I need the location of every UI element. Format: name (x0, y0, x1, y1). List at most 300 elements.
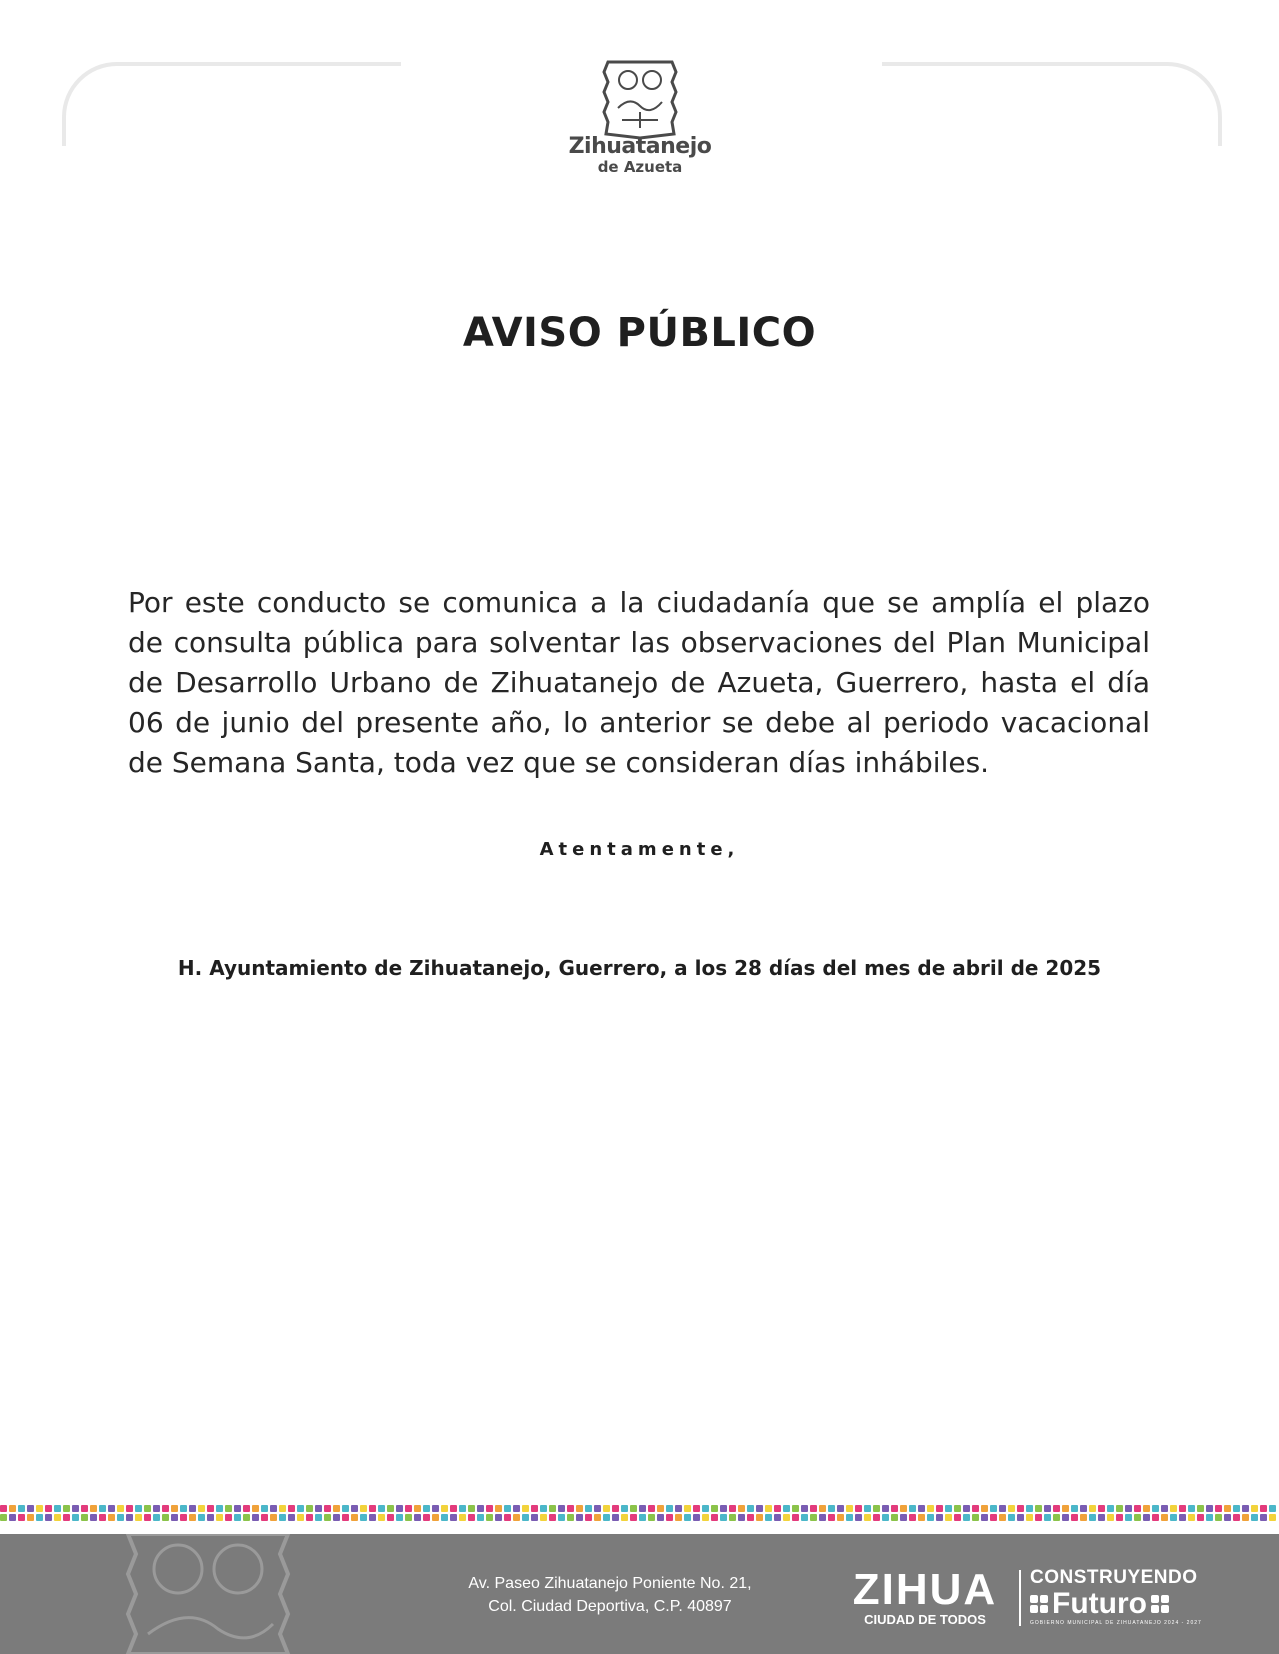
address-line-2: Col. Ciudad Deportiva, C.P. 40897 (488, 1598, 732, 1615)
notice-closing: Atentamente, (539, 839, 740, 860)
stripe-square (1116, 1514, 1123, 1521)
stripe-square (585, 1514, 592, 1521)
footer-address (400, 1572, 820, 1618)
stripe-square (9, 1514, 16, 1521)
stripe-square (1251, 1514, 1258, 1521)
stripe-square (1188, 1505, 1195, 1512)
stripe-square (234, 1505, 241, 1512)
stripe-square (1197, 1505, 1204, 1512)
stripe-square (234, 1514, 241, 1521)
zihua-brand-name: ZIHUA (852, 1565, 998, 1614)
stripe-square (900, 1514, 907, 1521)
stripe-square (990, 1514, 997, 1521)
stripe-square (54, 1514, 61, 1521)
stripe-square (990, 1505, 997, 1512)
logo-subtitle: de Azueta (597, 158, 683, 176)
stripe-square (558, 1514, 565, 1521)
stripe-square (477, 1505, 484, 1512)
stripe-square (702, 1514, 709, 1521)
construyendo-brand (1030, 1568, 1230, 1627)
stripe-square (54, 1505, 61, 1512)
stripe-square (711, 1514, 718, 1521)
stripe-square (873, 1514, 880, 1521)
stripe-square (549, 1505, 556, 1512)
stripe-square (459, 1514, 466, 1521)
stripe-square (666, 1514, 673, 1521)
stripe-square (270, 1514, 277, 1521)
stripe-square (747, 1514, 754, 1521)
stripe-square (1053, 1514, 1060, 1521)
stripe-square (180, 1505, 187, 1512)
stripe-square (657, 1514, 664, 1521)
construyendo-title: CONSTRUYENDO (1030, 1567, 1198, 1588)
footer-divider (1019, 1570, 1021, 1626)
stripe-square (315, 1505, 322, 1512)
stripe-square (216, 1514, 223, 1521)
stripe-square (396, 1505, 403, 1512)
stripe-square (225, 1514, 232, 1521)
stripe-square (792, 1514, 799, 1521)
stripe-square (936, 1505, 943, 1512)
stripe-square (477, 1514, 484, 1521)
stripe-square (225, 1505, 232, 1512)
stripe-square (351, 1505, 358, 1512)
stripe-square (1044, 1514, 1051, 1521)
stripe-square (954, 1505, 961, 1512)
stripe-square (648, 1514, 655, 1521)
stripe-square (954, 1514, 961, 1521)
logo-name: Zihuatanejo (568, 134, 712, 159)
stripe-square (99, 1514, 106, 1521)
stripe-square (153, 1514, 160, 1521)
stripe-square (360, 1505, 367, 1512)
stripe-square (756, 1514, 763, 1521)
stripe-square (774, 1514, 781, 1521)
stripe-square (36, 1514, 43, 1521)
stripe-square (279, 1514, 286, 1521)
notice-signature: H. Ayuntamiento de Zihuatanejo, Guerrero, a los 28 días del mes de abril de 2025 (177, 956, 1102, 980)
stripe-square (1188, 1514, 1195, 1521)
stripe-square (342, 1505, 349, 1512)
stripe-square (27, 1505, 34, 1512)
stripe-square (1080, 1514, 1087, 1521)
stripe-square (189, 1505, 196, 1512)
stripe-square (864, 1514, 871, 1521)
stripe-square (126, 1514, 133, 1521)
stripe-square (1089, 1514, 1096, 1521)
stripe-square (324, 1505, 331, 1512)
stripe-square (846, 1514, 853, 1521)
stripe-square (486, 1514, 493, 1521)
stripe-square (864, 1505, 871, 1512)
stripe-square (846, 1505, 853, 1512)
stripe-square (855, 1505, 862, 1512)
stripe-square (666, 1505, 673, 1512)
stripe-square (747, 1505, 754, 1512)
stripe-square (999, 1505, 1006, 1512)
stripe-square (315, 1514, 322, 1521)
stripe-square (558, 1505, 565, 1512)
stripe-square (414, 1505, 421, 1512)
stripe-square (1170, 1514, 1177, 1521)
stripe-square (522, 1505, 529, 1512)
stripe-square (1152, 1514, 1159, 1521)
stripe-square (810, 1514, 817, 1521)
stripe-square (567, 1514, 574, 1521)
stripe-square (576, 1505, 583, 1512)
stripe-square (1152, 1505, 1159, 1512)
stripe-square (63, 1505, 70, 1512)
stripe-square (837, 1514, 844, 1521)
stripe-square (1071, 1505, 1078, 1512)
stripe-square (504, 1514, 511, 1521)
stripe-square (342, 1514, 349, 1521)
stripe-square (1215, 1505, 1222, 1512)
stripe-square (621, 1505, 628, 1512)
stripe-square (369, 1505, 376, 1512)
stripe-square (1035, 1505, 1042, 1512)
stripe-square (72, 1514, 79, 1521)
stripe-square (135, 1505, 142, 1512)
stripe-square (1233, 1505, 1240, 1512)
stripe-square (702, 1505, 709, 1512)
stripe-square (207, 1505, 214, 1512)
stripe-square (783, 1514, 790, 1521)
stripe-square (441, 1505, 448, 1512)
stripe-square (765, 1505, 772, 1512)
stripe-square (522, 1514, 529, 1521)
stripe-square (675, 1514, 682, 1521)
stripe-square (819, 1505, 826, 1512)
stripe-square (288, 1514, 295, 1521)
stripe-square (1269, 1505, 1276, 1512)
stripe-square (288, 1505, 295, 1512)
stripe-square (189, 1514, 196, 1521)
stripe-square (18, 1505, 25, 1512)
stripe-square (648, 1505, 655, 1512)
decorative-stripe (0, 1505, 1279, 1523)
stripe-square (900, 1505, 907, 1512)
stripe-square (1143, 1514, 1150, 1521)
stripe-square (918, 1514, 925, 1521)
stripe-square (873, 1505, 880, 1512)
stripe-square (1179, 1514, 1186, 1521)
stripe-square (1161, 1514, 1168, 1521)
stripe-square (603, 1505, 610, 1512)
stripe-square (243, 1505, 250, 1512)
stripe-square (252, 1514, 259, 1521)
stripe-square (504, 1505, 511, 1512)
stripe-square (981, 1505, 988, 1512)
stripe-square (1017, 1505, 1024, 1512)
stripe-square (684, 1514, 691, 1521)
stripe-square (459, 1505, 466, 1512)
stripe-square (1233, 1514, 1240, 1521)
stripe-square (621, 1514, 628, 1521)
stripe-square (1089, 1505, 1096, 1512)
stripe-square (612, 1505, 619, 1512)
stripe-square (981, 1514, 988, 1521)
stripe-square (783, 1505, 790, 1512)
stripe-square (1197, 1514, 1204, 1521)
stripe-square (306, 1505, 313, 1512)
stripe-square (774, 1505, 781, 1512)
stripe-square (207, 1514, 214, 1521)
stripe-square (963, 1505, 970, 1512)
stripe-square (765, 1514, 772, 1521)
stripe-square (999, 1514, 1006, 1521)
stripe-square (549, 1514, 556, 1521)
stripe-square (144, 1514, 151, 1521)
stripe-square (1080, 1505, 1087, 1512)
stripe-square (135, 1514, 142, 1521)
stripe-square (1098, 1505, 1105, 1512)
stripe-square (1107, 1514, 1114, 1521)
stripe-square (531, 1514, 538, 1521)
stripe-square (387, 1514, 394, 1521)
stripe-square (1044, 1505, 1051, 1512)
stripe-square (261, 1505, 268, 1512)
blocks-icon (1030, 1595, 1048, 1613)
stripe-square (675, 1505, 682, 1512)
stripe-square (513, 1514, 520, 1521)
stripe-square (1143, 1505, 1150, 1512)
stripe-square (297, 1514, 304, 1521)
stripe-square (918, 1505, 925, 1512)
stripe-square (1026, 1514, 1033, 1521)
stripe-square (27, 1514, 34, 1521)
stripe-square (495, 1514, 502, 1521)
stripe-square (1062, 1514, 1069, 1521)
stripe-square (360, 1514, 367, 1521)
stripe-square (414, 1514, 421, 1521)
stripe-square (1179, 1505, 1186, 1512)
stripe-square (738, 1505, 745, 1512)
stripe-square (603, 1514, 610, 1521)
stripe-square (1008, 1514, 1015, 1521)
stripe-square (585, 1505, 592, 1512)
stripe-square (171, 1514, 178, 1521)
stripe-square (450, 1514, 457, 1521)
stripe-square (432, 1505, 439, 1512)
header-frame-left (62, 62, 401, 146)
zihua-brand (840, 1565, 1010, 1627)
stripe-square (81, 1514, 88, 1521)
stripe-square (972, 1505, 979, 1512)
stripe-square (1224, 1505, 1231, 1512)
stripe-square (153, 1505, 160, 1512)
stripe-square (1215, 1514, 1222, 1521)
stripe-square (162, 1514, 169, 1521)
stripe-square (18, 1514, 25, 1521)
stripe-square (45, 1505, 52, 1512)
stripe-square (270, 1505, 277, 1512)
stripe-square (126, 1505, 133, 1512)
stripe-square (36, 1505, 43, 1512)
stripe-square (1017, 1514, 1024, 1521)
stripe-square (306, 1514, 313, 1521)
stripe-square (279, 1505, 286, 1512)
stripe-square (432, 1514, 439, 1521)
stripe-square (171, 1505, 178, 1512)
stripe-square (711, 1505, 718, 1512)
stripe-square (180, 1514, 187, 1521)
stripe-square (1125, 1514, 1132, 1521)
stripe-square (729, 1514, 736, 1521)
stripe-square (513, 1505, 520, 1512)
stripe-square (216, 1505, 223, 1512)
stripe-square (423, 1514, 430, 1521)
notice-body: Por este conducto se comunica a la ciudadanía que se amplía el plazo de consulta pública para solventar las observaciones del Plan Municipal de Desarrollo Urbano de Zihuatanejo de Azueta, Guerrero, hasta el día 06 de junio del presente año, lo anterior se debe al periodo vacacional de Semana Santa, toda vez que se consideran días inhábiles. (128, 586, 1150, 779)
stripe-square (630, 1514, 637, 1521)
stripe-square (540, 1514, 547, 1521)
stripe-square (1053, 1505, 1060, 1512)
stripe-square (90, 1514, 97, 1521)
stripe-square (693, 1505, 700, 1512)
stripe-square (720, 1514, 727, 1521)
stripe-square (909, 1505, 916, 1512)
stripe-square (693, 1514, 700, 1521)
government-caption: GOBIERNO MUNICIPAL DE ZIHUATANEJO 2024 - 2027 (1030, 1620, 1202, 1626)
stripe-square (369, 1514, 376, 1521)
stripe-square (1206, 1514, 1213, 1521)
stripe-square (99, 1505, 106, 1512)
stripe-square (756, 1505, 763, 1512)
stripe-square (144, 1505, 151, 1512)
stripe-square (1062, 1505, 1069, 1512)
municipal-crest-icon (600, 58, 680, 140)
stripe-square (450, 1505, 457, 1512)
stripe-square (594, 1505, 601, 1512)
stripe-square (936, 1514, 943, 1521)
zihua-brand-tagline: CIUDAD DE TODOS (864, 1612, 986, 1627)
stripe-square (0, 1514, 7, 1521)
stripe-square (801, 1505, 808, 1512)
stripe-square (297, 1505, 304, 1512)
footer-crest-icon (118, 1534, 298, 1654)
stripe-square (1269, 1514, 1276, 1521)
stripe-square (198, 1505, 205, 1512)
stripe-square (639, 1514, 646, 1521)
stripe-square (1098, 1514, 1105, 1521)
stripe-square (1242, 1505, 1249, 1512)
stripe-square (963, 1514, 970, 1521)
stripe-square (486, 1505, 493, 1512)
stripe-square (1242, 1514, 1249, 1521)
stripe-square (252, 1505, 259, 1512)
stripe-square (1170, 1505, 1177, 1512)
stripe-square (117, 1514, 124, 1521)
stripe-square (405, 1505, 412, 1512)
stripe-square (855, 1514, 862, 1521)
stripe-square (1035, 1514, 1042, 1521)
stripe-square (9, 1505, 16, 1512)
stripe-square (378, 1514, 385, 1521)
stripe-square (117, 1505, 124, 1512)
stripe-square (576, 1514, 583, 1521)
stripe-square (333, 1514, 340, 1521)
stripe-square (243, 1514, 250, 1521)
stripe-square (540, 1505, 547, 1512)
stripe-square (729, 1505, 736, 1512)
stripe-square (1107, 1505, 1114, 1512)
stripe-square (972, 1514, 979, 1521)
notice-title: AVISO PÚBLICO (462, 310, 817, 356)
stripe-square (108, 1505, 115, 1512)
stripe-square (387, 1505, 394, 1512)
stripe-square (324, 1514, 331, 1521)
stripe-square (351, 1514, 358, 1521)
stripe-square (162, 1505, 169, 1512)
stripe-square (927, 1505, 934, 1512)
stripe-square (594, 1514, 601, 1521)
stripe-square (927, 1514, 934, 1521)
address-line-1: Av. Paseo Zihuatanejo Poniente No. 21, (468, 1575, 752, 1592)
stripe-square (801, 1514, 808, 1521)
stripe-square (495, 1505, 502, 1512)
stripe-square (261, 1514, 268, 1521)
stripe-square (1206, 1505, 1213, 1512)
stripe-square (828, 1505, 835, 1512)
stripe-square (1161, 1505, 1168, 1512)
stripe-square (720, 1505, 727, 1512)
stripe-square (1125, 1505, 1132, 1512)
stripe-square (828, 1514, 835, 1521)
stripe-square (684, 1505, 691, 1512)
stripe-square (90, 1505, 97, 1512)
footer-band (0, 1534, 1279, 1654)
stripe-square (1008, 1505, 1015, 1512)
stripe-square (909, 1514, 916, 1521)
stripe-square (468, 1514, 475, 1521)
stripe-square (882, 1514, 889, 1521)
stripe-square (423, 1505, 430, 1512)
stripe-square (1134, 1514, 1141, 1521)
header-frame-right (882, 62, 1222, 146)
stripe-square (882, 1505, 889, 1512)
stripe-square (945, 1514, 952, 1521)
stripe-square (819, 1514, 826, 1521)
stripe-square (891, 1505, 898, 1512)
stripe-square (63, 1514, 70, 1521)
blocks-icon (1151, 1595, 1169, 1613)
stripe-square (72, 1505, 79, 1512)
stripe-square (0, 1505, 7, 1512)
stripe-square (531, 1505, 538, 1512)
stripe-square (639, 1505, 646, 1512)
stripe-square (567, 1505, 574, 1512)
stripe-square (81, 1505, 88, 1512)
stripe-square (468, 1505, 475, 1512)
stripe-square (657, 1505, 664, 1512)
stripe-square (738, 1514, 745, 1521)
stripe-square (1026, 1505, 1033, 1512)
stripe-square (378, 1505, 385, 1512)
stripe-square (405, 1514, 412, 1521)
stripe-square (891, 1514, 898, 1521)
stripe-square (945, 1505, 952, 1512)
stripe-square (1260, 1514, 1267, 1521)
stripe-square (1260, 1505, 1267, 1512)
stripe-square (1251, 1505, 1258, 1512)
stripe-square (792, 1505, 799, 1512)
stripe-square (396, 1514, 403, 1521)
stripe-square (108, 1514, 115, 1521)
stripe-square (333, 1505, 340, 1512)
stripe-square (1224, 1514, 1231, 1521)
stripe-square (630, 1505, 637, 1512)
stripe-square (612, 1514, 619, 1521)
